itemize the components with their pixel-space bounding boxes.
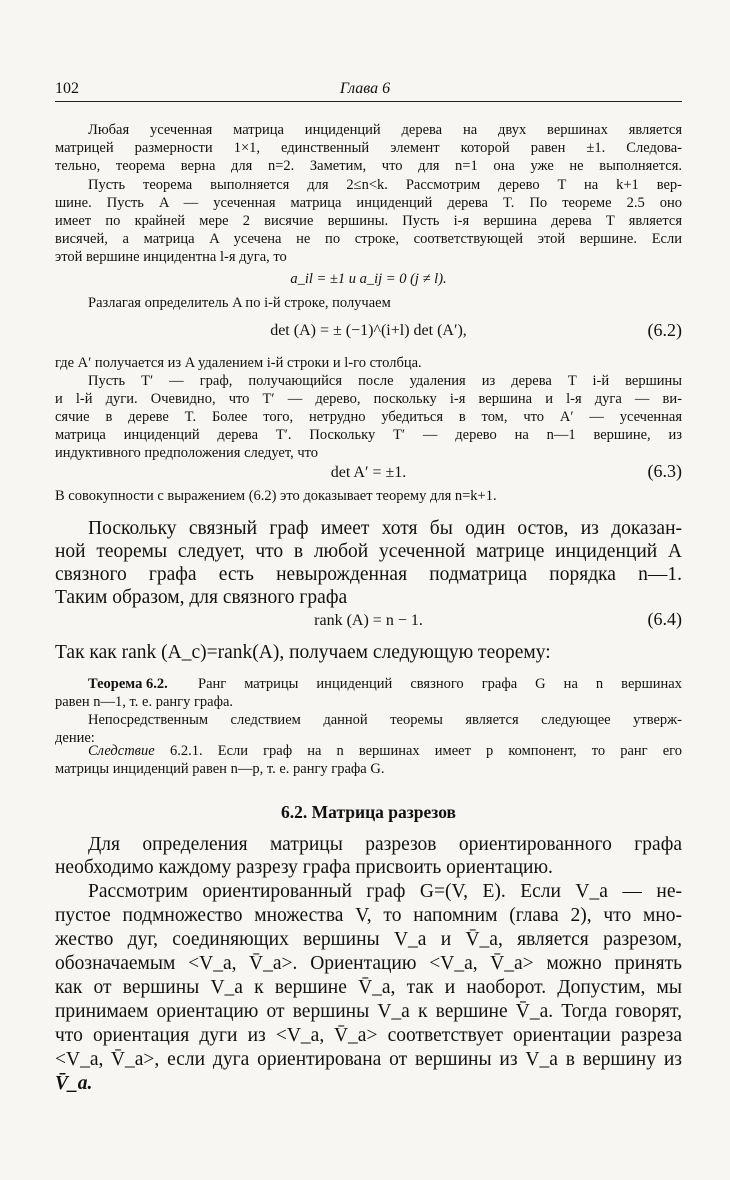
running-head: Глава 6 <box>339 80 391 97</box>
text-line: жество дуг, соединяющих вершины V_a и V̄_a, является разрезом, <box>55 929 682 950</box>
text-line: Непосредственным следствием данной теоремы является следующее утверж- <box>88 712 682 728</box>
text-line: этой вершине инцидентна l-я дуга, то <box>55 249 287 265</box>
text-line: дение: <box>55 730 95 746</box>
formula: det (A) = ± (−1)^(i+l) det (A′), <box>270 322 467 339</box>
text-line: Разлагая определитель A по i-й строке, получаем <box>88 295 391 311</box>
text-line: Рассмотрим ориентированный граф G=(V, E). Если V_a — не- <box>88 881 682 902</box>
text-line: Пусть T′ — граф, получающийся после удаления из дерева T i-й вершины <box>88 373 682 389</box>
text-line: индуктивного предположения следует, что <box>55 445 319 461</box>
formula: rank (A) = n − 1. <box>314 612 423 629</box>
text-line: как от вершины V_a к вершине V̄_a, так и наоборот. Допустим, мы <box>55 977 682 998</box>
text-line: Таким образом, для связного графа <box>55 587 348 608</box>
formula: a_il = ±1 и a_ij = 0 (j ≠ l). <box>290 271 447 287</box>
text-line: тельно, теорема верна для n=2. Заметим, что для n=1 она уже не выполняется. <box>55 158 682 174</box>
text-line: <V_a, V̄_a>, если дуга ориентирована от вершины из V_a в вершину из <box>55 1049 682 1070</box>
text-line: Пусть теорема выполняется для 2≤n<k. Рассмотрим дерево T на k+1 вер- <box>88 177 682 193</box>
text-line: необходимо каждому разрезу графа присвоить ориентацию. <box>55 857 553 878</box>
text-line: что ориентация дуги из <V_a, V̄_a> соответствует ориентации разреза <box>55 1025 682 1046</box>
text-line: матрицей размерности 1×1, единственный элемент которой равен ±1. Следова- <box>55 140 682 156</box>
header-rule <box>55 101 682 102</box>
equation-number: (6.2) <box>647 320 682 340</box>
text-line: В совокупности с выражением (6.2) это доказывает теорему для n=k+1. <box>55 488 497 504</box>
text-line: связного графа есть невырожденная подматрица порядка n—1. <box>55 564 682 585</box>
text-line: шине. Пусть A — усеченная матрица инциденций дерева T. По теореме 2.5 оно <box>55 195 682 211</box>
equation-number: (6.4) <box>647 609 682 629</box>
text-line: принимаем ориентацию от вершины V_a к вершине V̄_a. Тогда говорят, <box>55 1001 682 1022</box>
text-line: Ранг матрицы инциденций связного графа G на n вершинах <box>198 676 682 692</box>
corollary-label: Следствие <box>88 743 155 759</box>
text-line: Для определения матрицы разрезов ориентированного графа <box>88 834 682 855</box>
text-line: Любая усеченная матрица инциденций дерева на двух вершинах является <box>88 122 682 138</box>
text-line: 6.2.1. Если граф на n вершинах имеет p компонент, то ранг его <box>170 743 682 759</box>
equation-number: (6.3) <box>647 461 682 481</box>
text-line: V̄_a. <box>55 1073 93 1094</box>
text-line: обозначаемым <V_a, V̄_a>. Ориентацию <V_a, V̄_a> можно принять <box>55 953 682 974</box>
text-line: сячие в дереве T. Более того, нетрудно убедиться в том, что A′ — усеченная <box>55 409 682 425</box>
text-line: матрицы инциденций равен n—p, т. е. рангу графа G. <box>55 761 385 777</box>
page-number: 102 <box>55 80 79 97</box>
text-line: где A′ получается из A удалением i-й строки и l-го столбца. <box>55 355 422 371</box>
text-line: Поскольку связный граф имеет хотя бы один остов, из доказан- <box>88 518 682 539</box>
section-heading: 6.2. Матрица разрезов <box>281 802 456 822</box>
theorem-label: Теорема 6.2. <box>88 676 168 692</box>
text-line: имеет по крайней мере 2 висячие вершины. Пусть i-я вершина дерева T является <box>55 213 682 229</box>
formula: det A′ = ±1. <box>330 464 407 481</box>
text-line: пустое подмножество множества V, то напомним (глава 2), что мно- <box>55 905 682 926</box>
text-line: ной теоремы следует, что в любой усеченной матрице инциденций A <box>55 541 682 562</box>
text-line: матрица инциденций дерева T′. Поскольку T′ — дерево на n—1 вершине, из <box>55 427 682 443</box>
text-line: и l-й дуги. Очевидно, что T′ — дерево, поскольку i-я вершина и l-я дуга — ви- <box>55 391 682 407</box>
text-line: висячей, а матрица A усечена не по строке, соответствующей этой вершине. Если <box>55 231 682 247</box>
text-line: Так как rank (A_c)=rank(A), получаем следующую теорему: <box>55 642 551 663</box>
text-line: равен n—1, т. е. рангу графа. <box>55 694 234 710</box>
